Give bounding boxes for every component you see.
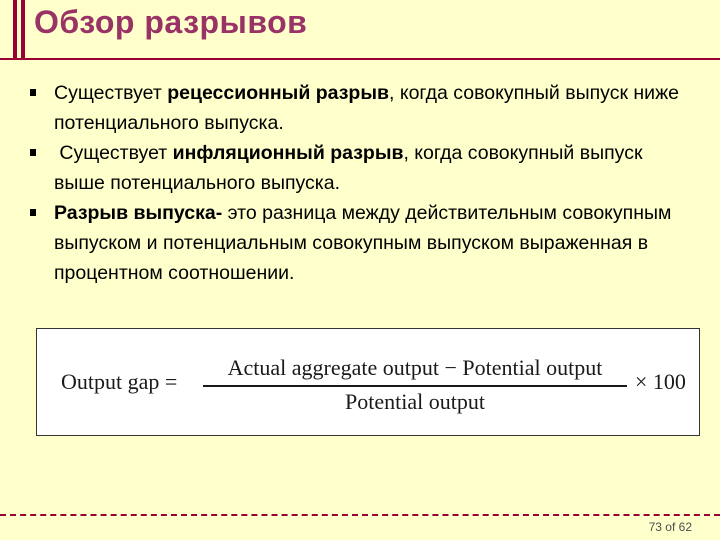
bullet-text: это разница между действительным совокупным выпуском и потенциальным совокупным выпуском выраженная в процентном соотношении. [54, 202, 672, 284]
title-divider [0, 58, 720, 60]
formula-denominator: Potential output [345, 389, 485, 414]
bullet-item [0, 78, 720, 138]
page-number: 73 of 62 [648, 520, 692, 534]
title-accent-bar [21, 0, 25, 60]
bullet-term: рецессионный разрыв [167, 82, 389, 104]
bullet-term: инфляционный разрыв [172, 142, 404, 164]
bullet-text: Существует [54, 142, 173, 164]
bullet-item [0, 198, 720, 288]
formula-multiplier: × 100 [635, 369, 686, 394]
formula-lhs: Output gap = [61, 369, 178, 394]
title-accent-bar [13, 0, 17, 60]
bullet-list [0, 78, 720, 288]
bullet-text: Существует [54, 82, 168, 104]
square-bullet-icon [30, 89, 36, 96]
bullet-item [0, 138, 720, 198]
bullet-text: , когда совокупный выпуск ниже потенциального выпуска. [54, 82, 679, 134]
fraction-line [203, 385, 627, 387]
square-bullet-icon [30, 149, 36, 156]
slide-title: Обзор разрывов [34, 4, 308, 40]
bullet-text: , когда совокупный выпуск выше потенциального выпуска. [54, 142, 643, 194]
formula-numerator: Actual aggregate output − Potential output [227, 355, 603, 380]
bullet-term: Разрыв выпуска- [54, 202, 223, 224]
footer-divider [0, 514, 720, 516]
formula-box [36, 328, 700, 436]
square-bullet-icon [30, 209, 36, 216]
